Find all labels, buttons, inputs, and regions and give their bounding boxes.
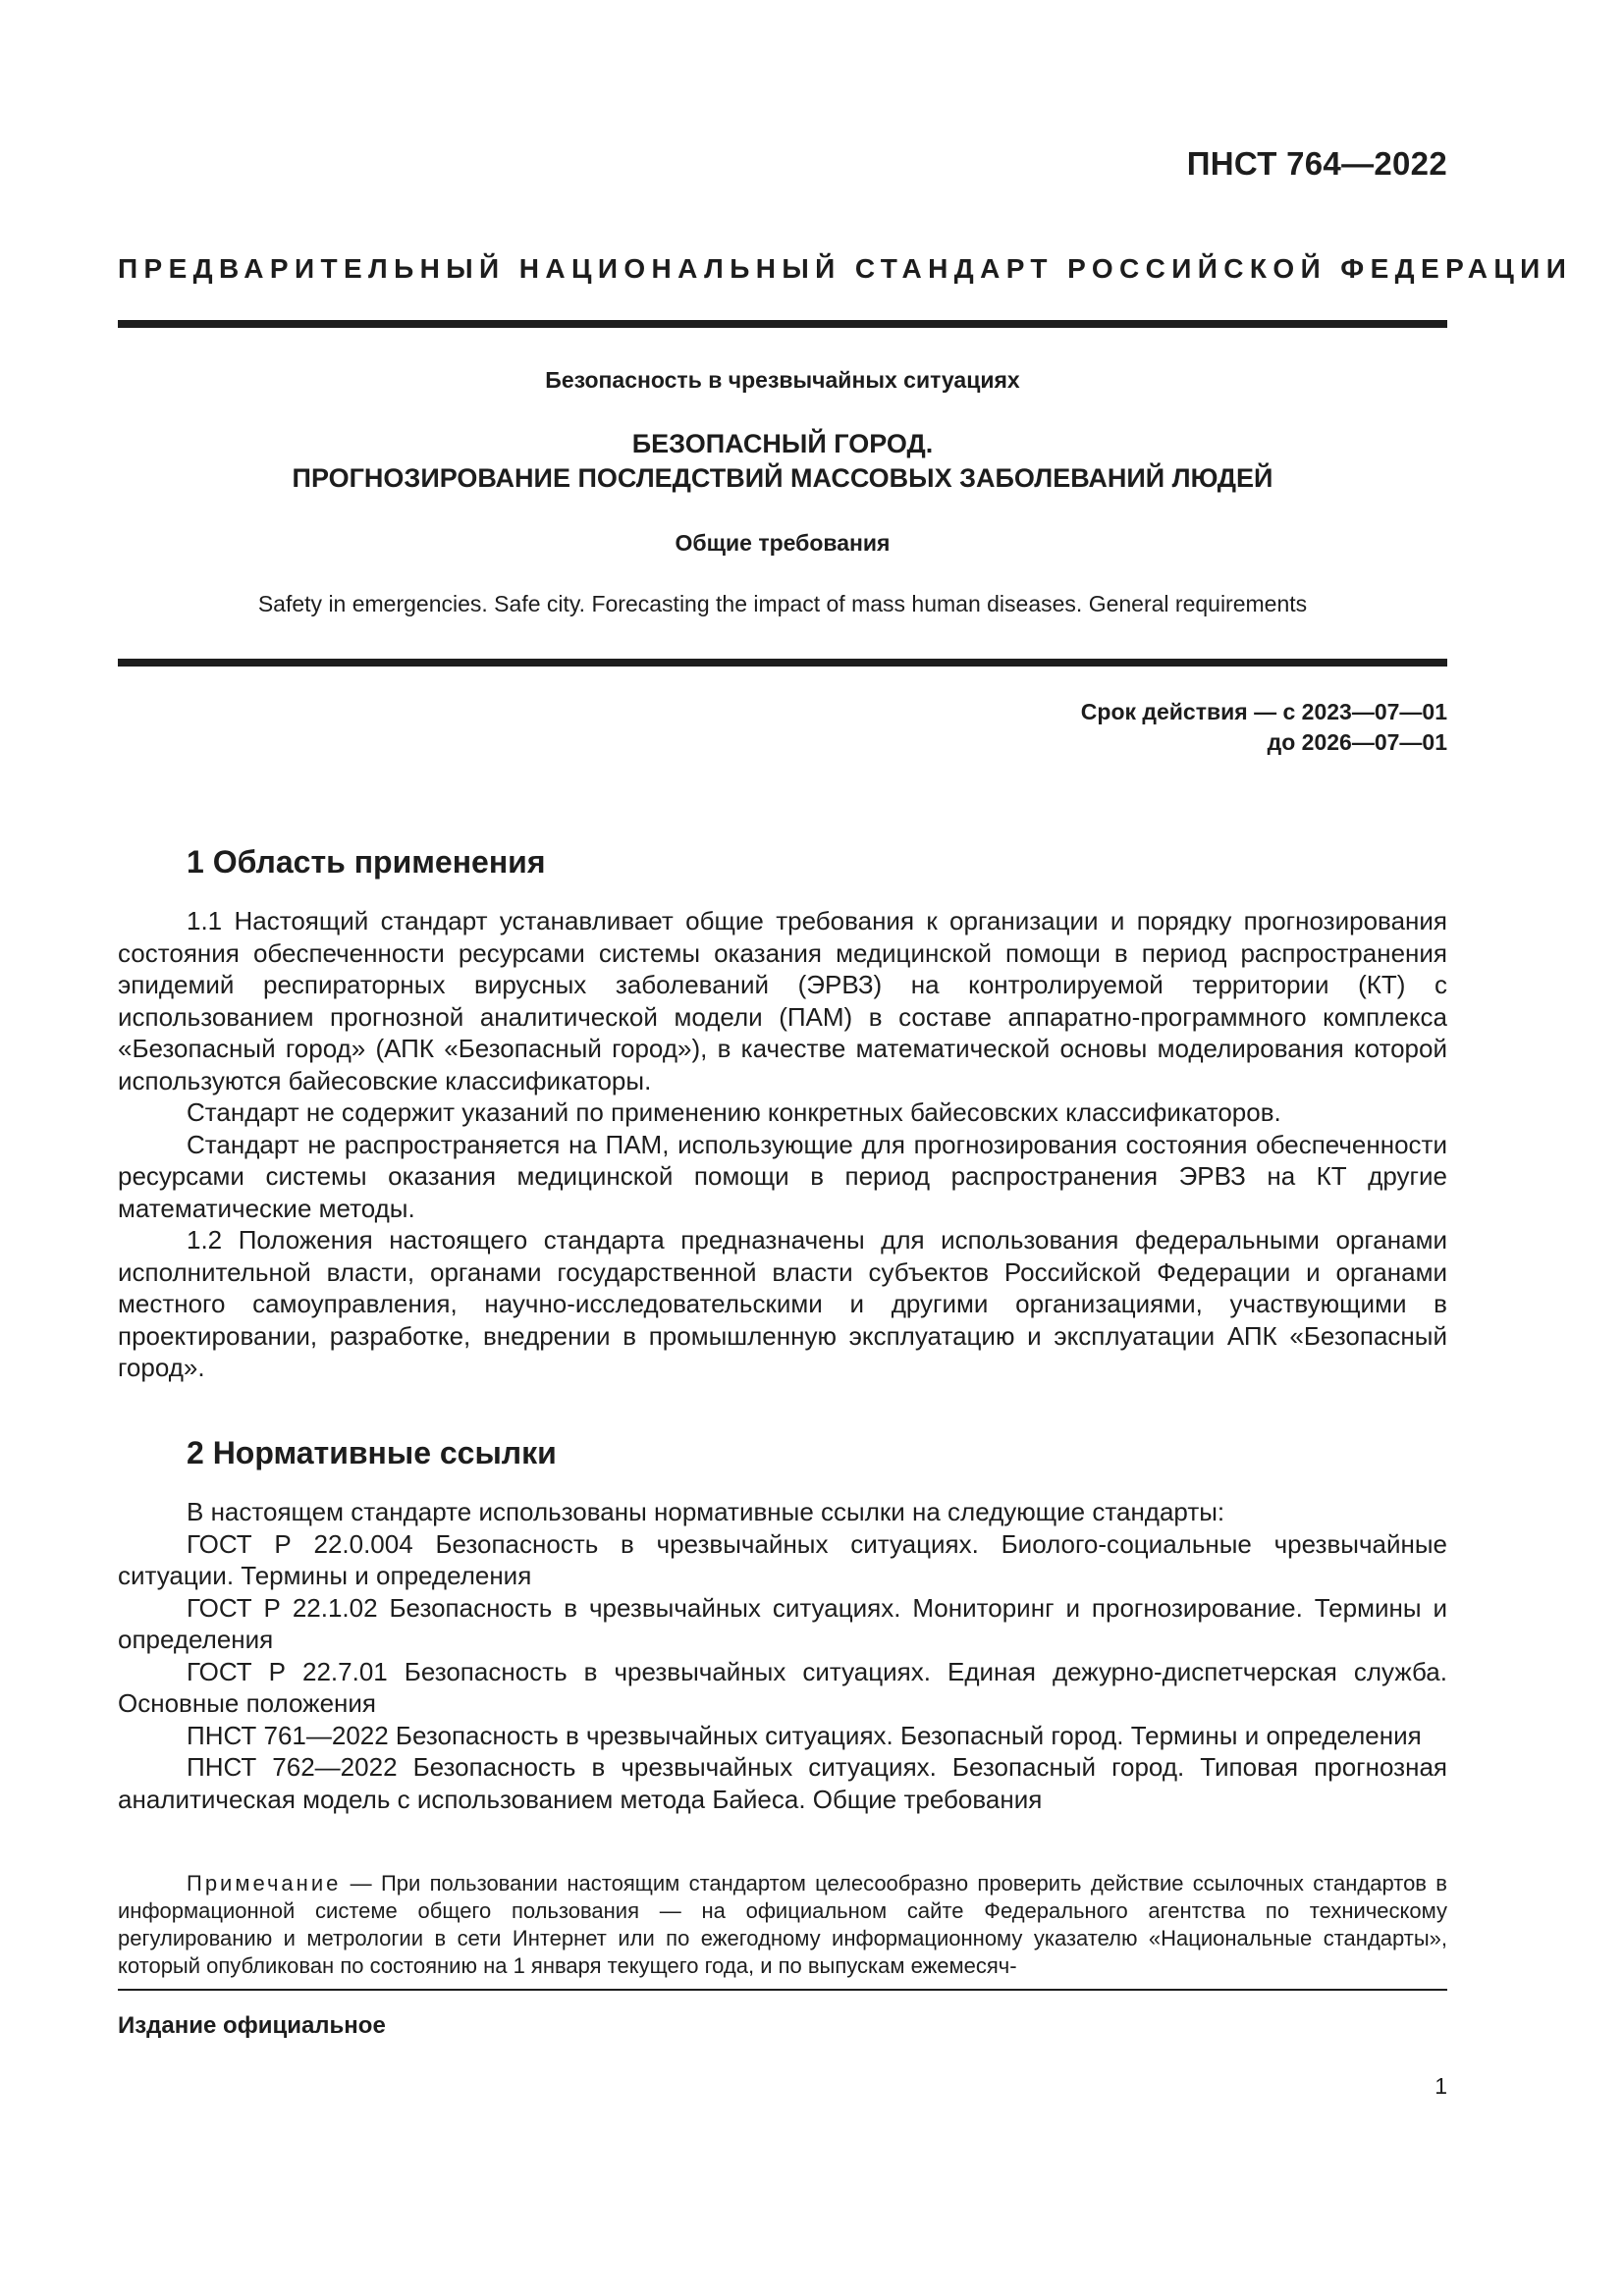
reference-item: ГОСТ Р 22.1.02 Безопасность в чрезвычайных ситуациях. Мониторинг и прогнозирование. Термины и определения	[118, 1592, 1447, 1654]
document-code: ПНСТ 764—2022	[1186, 145, 1447, 182]
paragraph: 1.2 Положения настоящего стандарта предназначены для использования федеральными органами исполнительной власти, органами государственной власти субъектов Российской Федерации и органами местного самоуправления, научно-исследовательскими и другими организациями, участвующими в проектировании, разработке, внедрении в промышленную эксплуатацию и эксплуатации АПК «Безопасный город».	[118, 1225, 1447, 1382]
validity-line2: до 2026—07—01	[1267, 729, 1447, 755]
validity-period	[1081, 697, 1447, 758]
document-general-requirements: Общие требования	[675, 530, 891, 556]
top-rule	[118, 320, 1447, 328]
note-label: Примечание	[187, 1871, 342, 1896]
note-text: — При пользовании настоящим стандартом целесообразно проверить действие ссылочных стандартов в информационной системе общего пользования — на официальном сайте Федерального агентства по техническому регулированию и метрологии в сети Интернет или по ежегодному информационному указателю «Национальные стандарты», который опубликован по состоянию на 1 января текущего года, и по выпускам ежемесяч-	[118, 1871, 1447, 1978]
paragraph: Стандарт не содержит указаний по применению конкретных байесовских классификаторов.	[187, 1097, 1281, 1127]
reference-item: ПНСТ 761—2022 Безопасность в чрезвычайных ситуациях. Безопасный город. Термины и определения	[187, 1720, 1422, 1750]
reference-item: ГОСТ Р 22.0.004 Безопасность в чрезвычайных ситуациях. Биолого-социальные чрезвычайные ситуации. Термины и определения	[118, 1528, 1447, 1590]
section-1-heading: 1 Область применения	[187, 844, 546, 880]
reference-item: ПНСТ 762—2022 Безопасность в чрезвычайных ситуациях. Безопасный город. Типовая прогнозная аналитическая модель с использованием метода Байеса. Общие требования	[118, 1752, 1447, 1814]
section-2-heading: 2 Нормативные ссылки	[187, 1435, 557, 1470]
document-title-line1: БЕЗОПАСНЫЙ ГОРОД.	[631, 429, 934, 458]
paragraph: Стандарт не распространяется на ПАМ, использующие для прогнозирования состояния обеспеченности ресурсами системы оказания медицинской помощи в период распространения ЭРВЗ на КТ другие математические методы.	[118, 1129, 1447, 1223]
footer-rule	[118, 1989, 1447, 1991]
title-bottom-rule	[118, 659, 1447, 667]
page-number: 1	[1435, 2073, 1447, 2099]
section-1-body	[118, 905, 1447, 1384]
document-title-line2: ПРОГНОЗИРОВАНИЕ ПОСЛЕДСТВИЙ МАССОВЫХ ЗАБОЛЕВАНИЙ ЛЮДЕЙ	[292, 463, 1273, 493]
paragraph: 1.1 Настоящий стандарт устанавливает общие требования к организации и порядку прогнозирования состояния обеспеченности ресурсами системы оказания медицинской помощи в период распространения эпидемий респираторных вирусных заболеваний (ЭРВЗ) на контролируемой территории (КТ) с использованием прогнозной аналитической модели (ПАМ) в составе аппаратно-программного комплекса «Безопасный город» (АПК «Безопасный город»), в качестве математической основы моделирования которой используются байесовские классификаторы.	[118, 906, 1447, 1095]
paragraph: В настоящем стандарте использованы нормативные ссылки на следующие стандарты:	[187, 1497, 1225, 1526]
document-subtitle: Безопасность в чрезвычайных ситуациях	[545, 367, 1020, 393]
validity-line1: Срок действия — с 2023—07—01	[1080, 699, 1447, 724]
edition-label: Издание официальное	[118, 2012, 386, 2039]
section-2-body	[118, 1496, 1447, 1815]
reference-item: ГОСТ Р 22.7.01 Безопасность в чрезвычайных ситуациях. Единая дежурно-диспетчерская служба. Основные положения	[118, 1656, 1447, 1718]
english-title: Safety in emergencies. Safe city. Forecasting the impact of mass human diseases. General requirements	[257, 591, 1308, 616]
standard-caption: ПРЕДВАРИТЕЛЬНЫЙ НАЦИОНАЛЬНЫЙ СТАНДАРТ РОССИЙСКОЙ ФЕДЕРАЦИИ	[118, 253, 1573, 284]
note	[118, 1870, 1447, 1980]
